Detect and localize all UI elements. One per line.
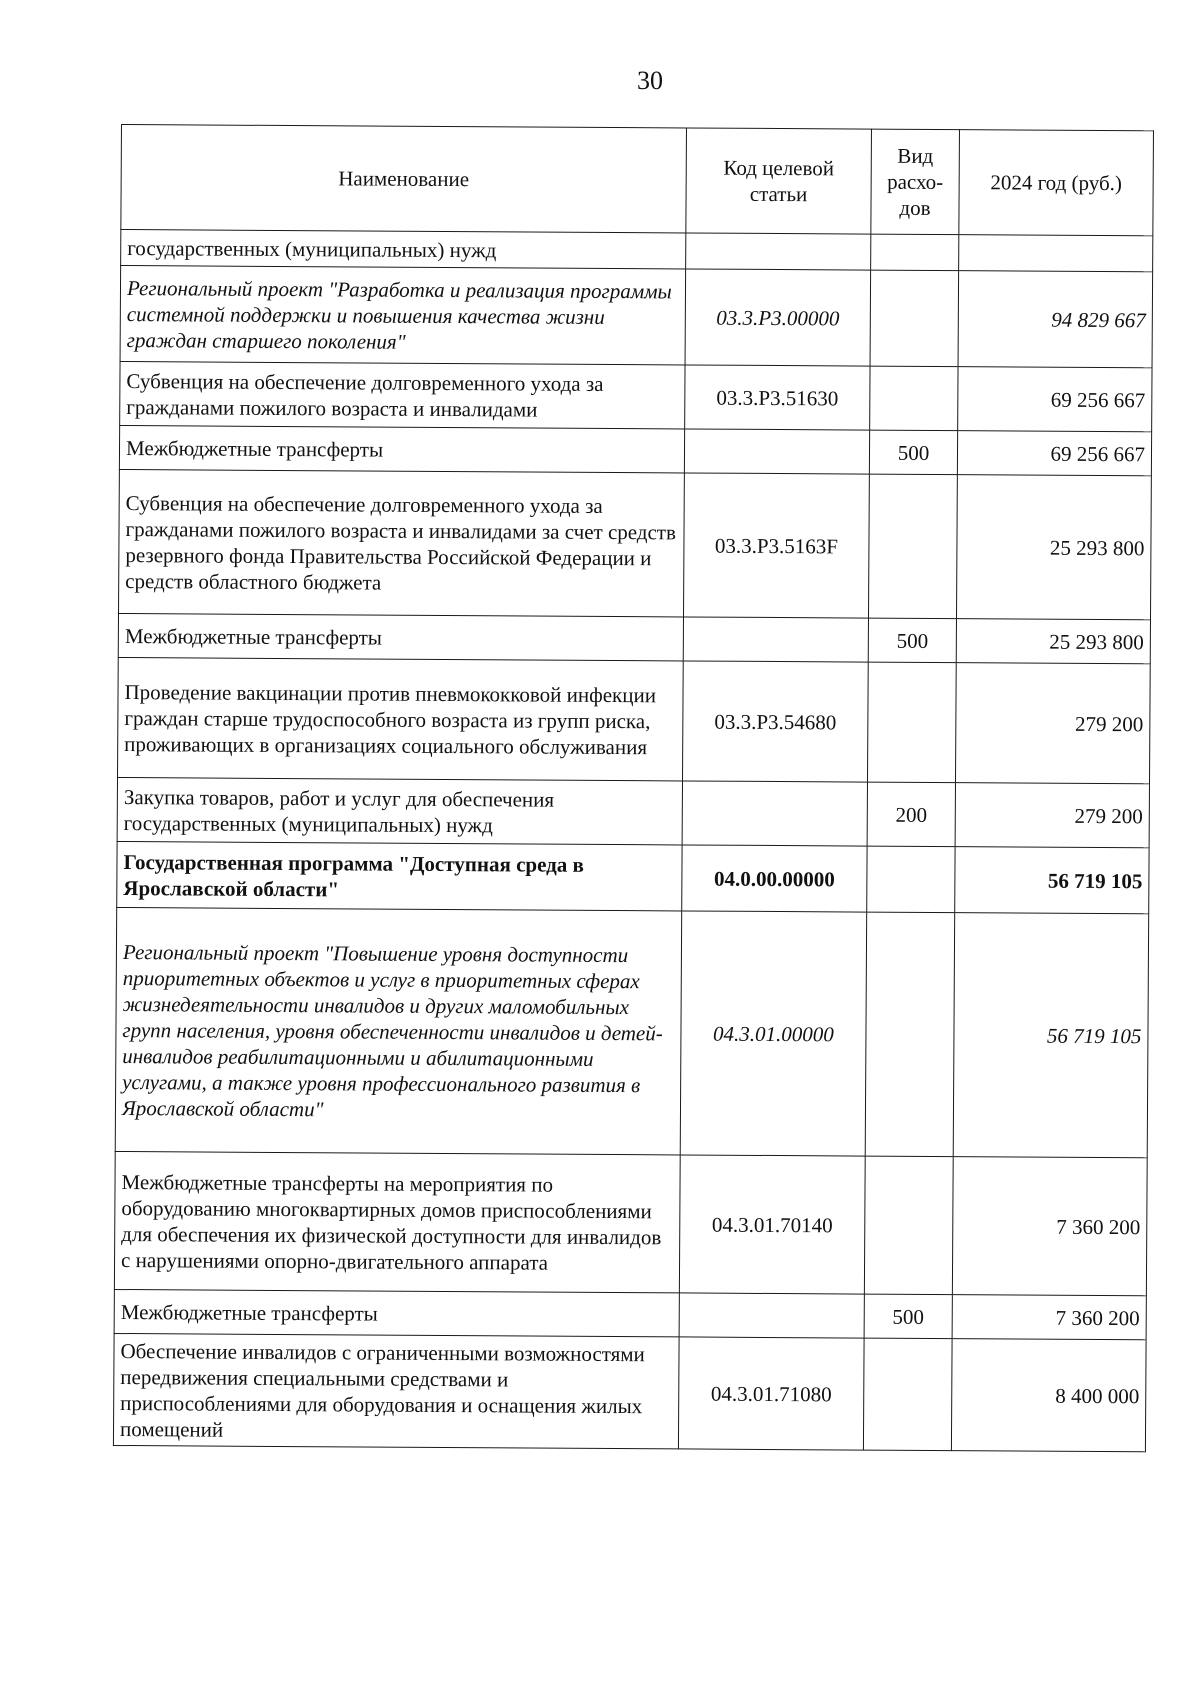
row-code-cell: 04.0.00.00000 (682, 845, 867, 912)
row-name-cell: Субвенция на обеспечение долговременного ухода за гражданами пожилого возраста и инвалидами за счет средств резервного фонда Правительства Российской Федерации и средств областного бюджета (119, 469, 685, 616)
header-amount: 2024 год (руб.) (959, 130, 1154, 236)
row-type-cell (870, 270, 959, 367)
row-amount-cell: 69 256 667 (957, 431, 1151, 476)
table-body (113, 230, 1152, 1452)
table-row (120, 361, 1152, 431)
row-name-cell: государственных (муниципальных) нужд (121, 230, 686, 269)
row-code-cell (686, 233, 871, 270)
row-type-cell (870, 366, 958, 431)
header-code: Код целевой статьи (686, 128, 872, 234)
row-name-cell: Субвенция на обеспечение долговременного ухода за гражданами пожилого возраста и инвалидами (120, 361, 685, 428)
row-amount-cell: 94 829 667 (958, 271, 1153, 368)
row-code-cell (682, 781, 867, 846)
page-number: 30 (637, 66, 663, 95)
row-code-cell (684, 429, 869, 474)
row-type-cell (864, 1156, 953, 1295)
row-name-cell: Закупка товаров, работ и услуг для обеспечения государственных (муниципальных) нужд (117, 777, 682, 844)
table-row (113, 1333, 1146, 1451)
row-type-cell (863, 1338, 952, 1451)
row-code-cell: 04.3.01.00000 (680, 911, 866, 1156)
row-amount-cell: 56 719 105 (953, 913, 1148, 1158)
header-name: Наименование (121, 125, 687, 233)
row-amount-cell: 7 360 200 (952, 1157, 1147, 1296)
row-amount-cell: 8 400 000 (951, 1339, 1146, 1452)
table-row (114, 1289, 1146, 1339)
table-row (115, 907, 1148, 1157)
table-row (118, 613, 1150, 663)
row-name-cell: Государственная программа "Доступная среда в Ярославской области" (117, 841, 682, 910)
row-name-cell: Межбюджетные трансферты (118, 613, 683, 660)
row-name-cell: Региональный проект "Разработка и реализация программы системной поддержки и повышения качества жизни граждан старшего поколения" (120, 266, 686, 365)
row-amount-cell: 7 360 200 (952, 1295, 1146, 1340)
row-name-cell: Проведение вакцинации против пневмококковой инфекции граждан старше трудоспособного возраста из групп риска, проживающих в организациях социального обслуживания (118, 657, 684, 780)
budget-table (113, 124, 1154, 1452)
row-amount-cell: 25 293 800 (956, 619, 1150, 664)
row-code-cell: 03.3.P3.5163F (683, 473, 869, 618)
table-row (120, 266, 1153, 368)
row-type-cell (871, 234, 959, 271)
row-amount-cell: 279 200 (955, 783, 1149, 848)
row-type-cell: 500 (864, 1294, 952, 1339)
row-amount-cell: 25 293 800 (956, 475, 1151, 620)
row-name-cell: Межбюджетные трансферты (119, 425, 684, 472)
row-amount-cell: 279 200 (955, 663, 1150, 784)
row-type-cell (868, 474, 957, 619)
row-name-cell: Обеспечение инвалидов с ограниченными возможностями передвижения специальными средствами и приспособлениями для оборудования и оснащения жилых помещений (113, 1333, 679, 1448)
row-type-cell (865, 912, 954, 1157)
table-row (119, 469, 1152, 619)
row-amount-cell: 69 256 667 (958, 367, 1152, 432)
table-row (118, 657, 1151, 783)
row-code-cell: 04.3.01.70140 (679, 1155, 865, 1294)
row-type-cell: 500 (868, 618, 956, 663)
row-type-cell: 500 (869, 430, 957, 475)
row-code-cell (679, 1293, 864, 1338)
row-code-cell: 03.3.P3.00000 (685, 269, 871, 366)
row-name-cell: Межбюджетные трансферты (114, 1289, 679, 1336)
row-type-cell (867, 662, 956, 783)
row-name-cell: Региональный проект "Повышение уровня доступности приоритетных объектов и услуг в приоритетных сферах жизнедеятельности инвалидов и других маломобильных групп населения, уровня обеспеченности инвалидов и детей-инвалидов реабилитационными и абилитационными услугами, а также уровня профессионального развития в Ярославской области" (115, 907, 681, 1154)
table-row (119, 425, 1151, 475)
header-type: Вид расхо-дов (871, 129, 960, 235)
row-amount-cell (959, 235, 1153, 272)
table-row (117, 777, 1149, 847)
table-header-row (121, 125, 1154, 236)
row-type-cell: 200 (867, 782, 955, 847)
row-code-cell: 03.3.P3.54680 (682, 661, 868, 782)
table-row (114, 1151, 1147, 1295)
row-amount-cell: 56 719 105 (955, 847, 1149, 914)
row-code-cell: 03.3.P3.51630 (685, 365, 870, 430)
table-row (117, 841, 1149, 913)
row-name-cell: Межбюджетные трансферты на мероприятия по оборудованию многоквартирных домов приспособлениями для обеспечения их физической доступности для инвалидов с нарушениями опорно-двигательного аппарата (114, 1151, 680, 1292)
row-code-cell: 04.3.01.71080 (678, 1337, 864, 1450)
row-code-cell (683, 617, 868, 662)
row-type-cell (867, 846, 955, 913)
